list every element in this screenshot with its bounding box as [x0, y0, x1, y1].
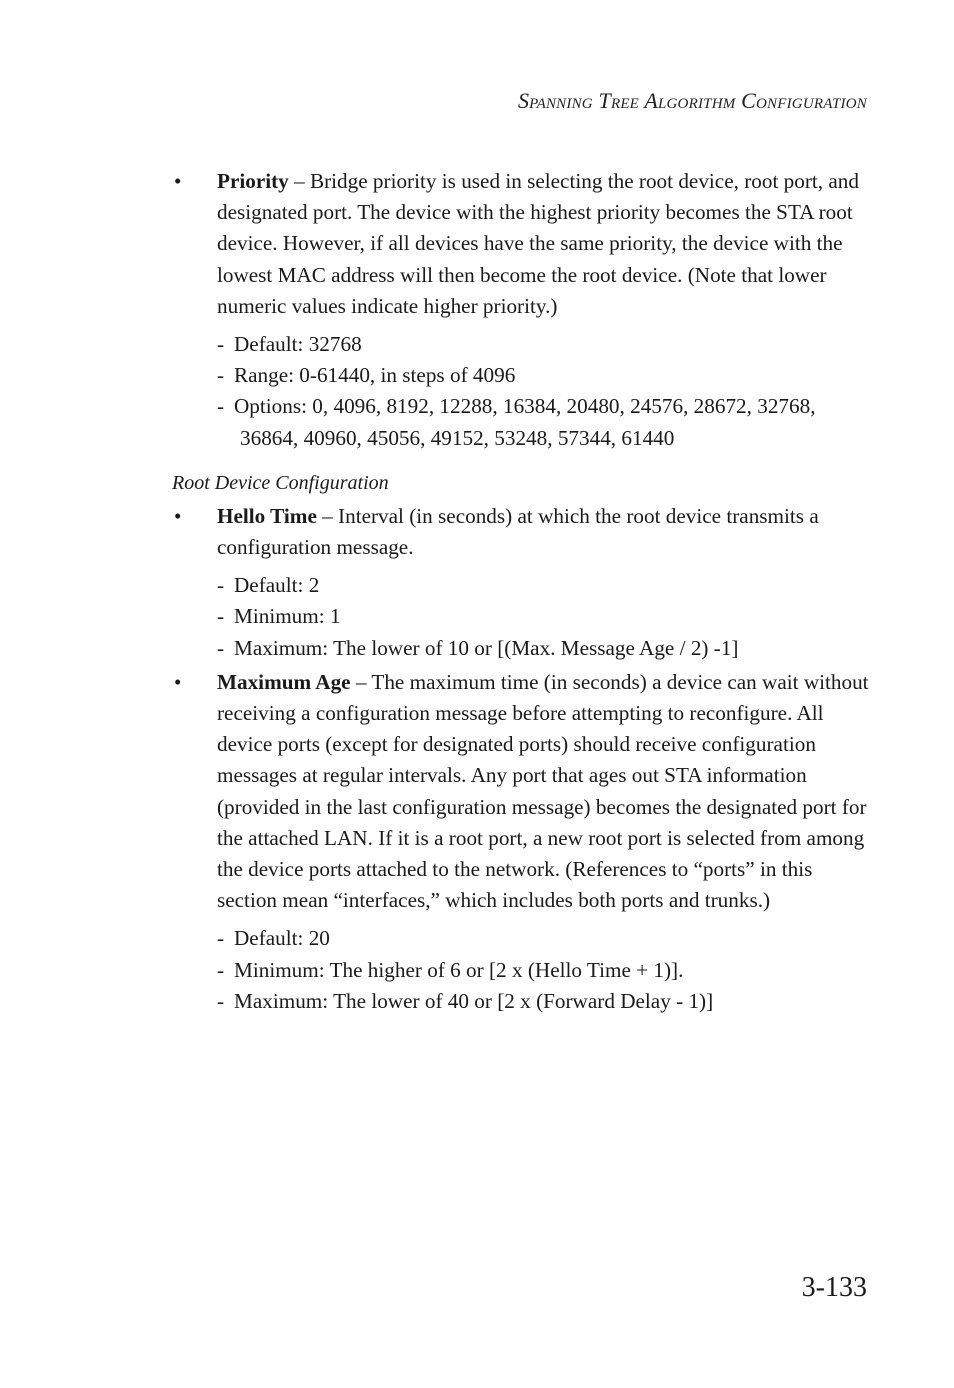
- detail-text: Minimum: The higher of 6 or [2 x (Hello Time + 1)].: [234, 957, 684, 982]
- dash-icon: -: [217, 988, 225, 1013]
- dash-icon: -: [217, 573, 225, 598]
- detail-continuation: 36864, 40960, 45056, 49152, 53248, 57344, 61440: [240, 425, 675, 450]
- dash-icon: -: [217, 363, 225, 388]
- maximum-age-details: [217, 923, 872, 1017]
- bullet-item-priority: [172, 166, 872, 454]
- bullet-icon: •: [174, 503, 182, 528]
- spacer: [172, 454, 872, 464]
- priority-description: – Bridge priority is used in selecting the root device, root port, and designated port. The device with the highest priority becomes the STA root device. However, if all devices have the same priority, the device with the lowest MAC address will then become the root device. (Note that lower numeric values indicate higher priority.): [217, 169, 859, 318]
- dash-icon: -: [217, 604, 225, 629]
- running-header: Spanning Tree Algorithm Configuration: [517, 88, 867, 113]
- detail-text: Default: 32768: [234, 332, 362, 357]
- detail-item: [217, 391, 872, 453]
- detail-item: [217, 601, 872, 632]
- dash-icon: -: [217, 957, 225, 982]
- dash-icon: -: [217, 635, 225, 660]
- hello-time-details: [217, 570, 872, 664]
- detail-text: Minimum: 1: [234, 604, 341, 629]
- detail-item: [217, 955, 872, 986]
- priority-paragraph: [217, 166, 872, 322]
- dash-icon: -: [217, 332, 225, 357]
- hello-time-description: – Interval (in seconds) at which the root device transmits a configuration message.: [217, 503, 819, 560]
- detail-text: Maximum: The lower of 10 or [(Max. Message Age / 2) -1]: [234, 635, 739, 660]
- detail-item: [217, 986, 872, 1017]
- bullet-item-maximum-age: [172, 667, 872, 1017]
- detail-item: [217, 360, 872, 391]
- dash-icon: -: [217, 926, 225, 951]
- priority-details: [217, 329, 872, 454]
- term-maximum-age: Maximum Age: [217, 669, 351, 694]
- detail-text: Default: 20: [234, 926, 330, 951]
- bullet-icon: •: [174, 169, 182, 193]
- detail-item: [217, 329, 872, 360]
- term-priority: Priority: [217, 169, 289, 193]
- hello-time-paragraph: [217, 501, 872, 563]
- detail-text: Options: 0, 4096, 8192, 12288, 16384, 20480, 24576, 28672, 32768,: [234, 394, 816, 419]
- section-heading-root-device: Root Device Configuration: [172, 471, 389, 494]
- detail-item: [217, 570, 872, 601]
- term-hello-time: Hello Time: [217, 503, 317, 528]
- detail-item: [217, 633, 872, 664]
- detail-text: Maximum: The lower of 40 or [2 x (Forward Delay - 1)]: [234, 988, 714, 1013]
- dash-icon: -: [217, 394, 225, 419]
- detail-item: [217, 923, 872, 954]
- maximum-age-paragraph: [217, 667, 872, 917]
- page-number: 3-133: [801, 1272, 867, 1303]
- bullet-icon: •: [174, 669, 182, 694]
- detail-text: Default: 2: [234, 573, 320, 598]
- page-content: [172, 166, 872, 1017]
- bullet-item-hello-time: [172, 501, 872, 664]
- maximum-age-description: – The maximum time (in seconds) a device can wait without receiving a configuration message before attempting to reconfigure. All device ports (except for designated ports) should receive configuration messages at regular intervals. Any port that ages out STA information (provided in the last configuration message) becomes the designated port for the attached LAN. If it is a root port, a new root port is selected from among the device ports attached to the network. (References to “ports” in this section mean “interfaces,” which includes both ports and trunks.): [217, 669, 869, 913]
- detail-text: Range: 0-61440, in steps of 4096: [234, 363, 516, 388]
